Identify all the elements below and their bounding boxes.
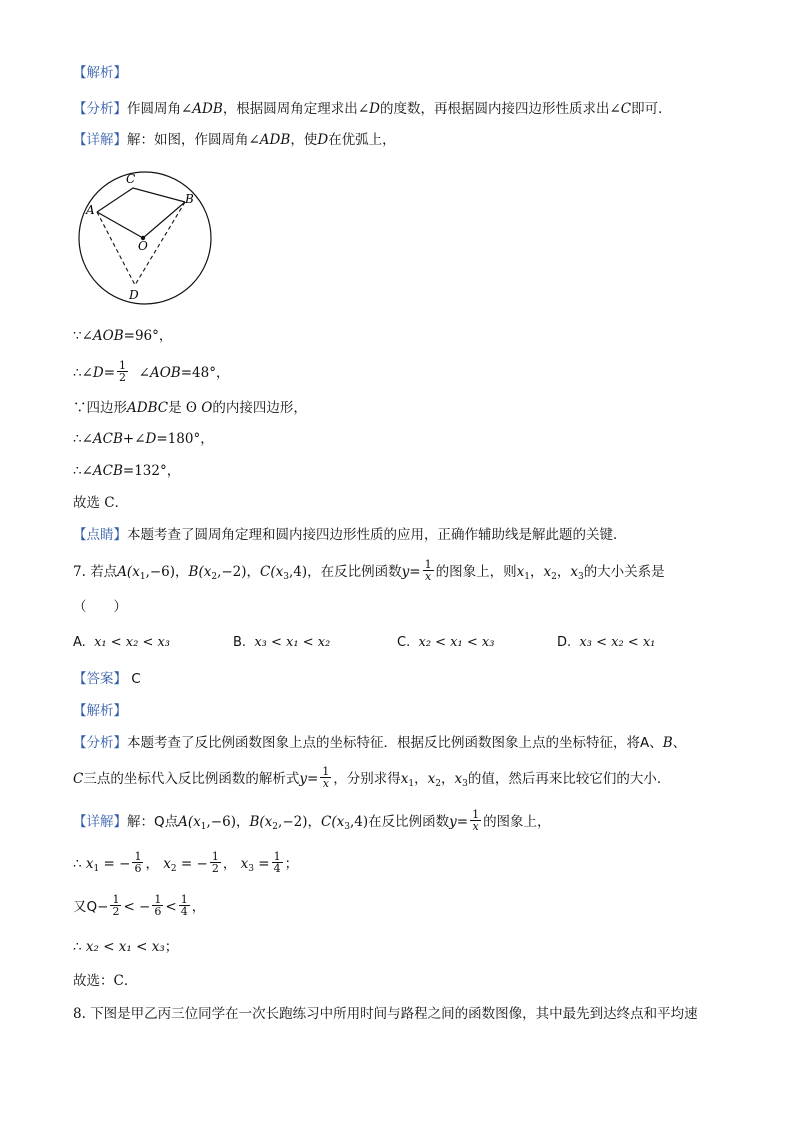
letter-c: C xyxy=(73,771,84,787)
q6-comment-tag: 【点睛】 xyxy=(73,527,127,543)
sub: 3 xyxy=(344,822,350,832)
point-c: C(x xyxy=(260,564,284,580)
choose-c: 故选：C． xyxy=(73,973,138,989)
point-d: D xyxy=(317,132,329,148)
option-expr: x₃ < x₁ < x₂ xyxy=(254,635,331,650)
therefore-symbol: ∴ xyxy=(73,856,82,872)
fraction-1-6 xyxy=(132,851,143,874)
comma: ， xyxy=(246,564,261,580)
q6-detail-tag: 【详解】 xyxy=(73,132,127,148)
point-b: B(x xyxy=(249,814,273,830)
angle-acb: ∠ACB xyxy=(81,431,123,447)
inscribed-text: 的内接四边形， xyxy=(212,400,307,416)
numerator: 1 xyxy=(424,558,432,571)
plus: + xyxy=(122,431,135,447)
because-symbol: Q xyxy=(154,814,165,830)
equals: = xyxy=(103,365,116,381)
point-o: O xyxy=(201,400,213,416)
denominator: x xyxy=(472,820,479,833)
q6-detail-text-2: ，使 xyxy=(290,132,318,148)
value-132: =132°， xyxy=(122,463,181,479)
q6-step-5 xyxy=(73,462,180,480)
q6-analysis-text-2: ，根据圆周角定理求出 xyxy=(222,101,358,117)
semicolon: ； xyxy=(164,939,179,955)
var-x2: x xyxy=(427,771,436,787)
point-a: A(x xyxy=(178,814,201,830)
numerator: 1 xyxy=(134,850,142,863)
q8-stem-text: 下图是甲乙丙三位同学在一次长跑练习中所用时间与路程之间的函数图像，其中最先到达终点和平均速 xyxy=(90,1006,698,1022)
fraction-1-4 xyxy=(272,851,283,874)
numerator: 1 xyxy=(472,808,480,821)
denominator: 4 xyxy=(180,905,188,918)
answer-tag: 【答案】 xyxy=(73,671,127,687)
var-x2: x xyxy=(543,564,552,580)
comma: ， xyxy=(556,564,571,580)
q7-paren xyxy=(73,598,127,616)
option-expr: x₃ < x₂ < x₁ xyxy=(579,635,656,650)
because-symbol: ∵ xyxy=(73,400,87,416)
q8-stem xyxy=(73,1005,698,1023)
label-b: B xyxy=(185,192,194,206)
denominator: 2 xyxy=(112,905,120,918)
var-y: y xyxy=(401,564,410,580)
q7-detail-line-5 xyxy=(73,972,137,990)
denominator: x xyxy=(322,777,329,790)
fraction-half xyxy=(117,360,128,383)
sub: 2 xyxy=(551,572,557,582)
point-a: A(x xyxy=(117,564,140,580)
q7-analysis-heading xyxy=(73,702,127,720)
equals: = xyxy=(456,814,469,830)
denominator: 2 xyxy=(211,862,219,875)
inequality: x₂ < x₁ < x₃ xyxy=(85,939,165,955)
q6-analysis-text-1: 作圆周角 xyxy=(127,101,181,117)
q7-analysis-text-3: ，分别求得 xyxy=(333,771,401,787)
var-x2: x xyxy=(163,856,171,872)
numerator: 1 xyxy=(180,893,188,906)
q6-step-3 xyxy=(73,399,307,417)
var-y: y xyxy=(449,814,457,830)
fraction-1-over-x xyxy=(470,809,481,832)
var-x3: x xyxy=(240,856,249,872)
numerator: 1 xyxy=(154,893,162,906)
option-c[interactable] xyxy=(397,635,494,650)
numerator: 1 xyxy=(112,893,120,906)
q6-analysis-line xyxy=(73,100,672,118)
q7-number: 7. xyxy=(73,564,86,580)
value-48: =48°， xyxy=(180,365,230,381)
analysis-tag: 【解析】 xyxy=(73,65,127,81)
q7-analysis-text-2: 三点的坐标代入反比例函数的解析式 xyxy=(83,771,300,787)
sub: 1 xyxy=(200,822,207,832)
fraction-1-4 xyxy=(179,894,190,917)
angle-d: ∠D xyxy=(357,101,380,117)
var-x1: x xyxy=(400,771,409,787)
option-letter: B. xyxy=(233,635,247,650)
analysis-tag: 【解析】 xyxy=(73,703,127,719)
therefore-symbol: ∴ xyxy=(73,365,82,381)
less-than: < xyxy=(165,899,177,915)
answer-value: C xyxy=(131,671,141,687)
q7-stem-text-2: ，在反比例函数 xyxy=(307,564,402,580)
var-x1: x xyxy=(85,856,94,872)
denominator: x xyxy=(425,570,432,583)
denominator: 2 xyxy=(119,371,127,384)
angle-adb: ∠ADB xyxy=(248,132,291,148)
option-d[interactable] xyxy=(557,635,655,650)
q6-detail-text-3: 在优弧上， xyxy=(328,132,396,148)
comma: ， xyxy=(175,564,189,580)
numerator: 1 xyxy=(273,850,281,863)
var-x1: x xyxy=(516,564,525,580)
q7-detail-text-2: 的图象上， xyxy=(483,814,551,830)
denominator: 6 xyxy=(134,862,142,875)
q7-detail-line-2: ∴ $x_1$ = − $\frac{1}{6}$ ， $x_2$ = − $\frac{1}{2}$ ， $x_3$ = $\frac{1}{4}$ ； xyxy=(73,850,299,875)
q7-analysis-line-2: C三点的坐标代入反比例函数的解析式y= $\frac{1}{x}$ ，分别求得$x_1$，$x_2$，$x_3$的值，然后再来比较它们的大小． xyxy=(73,765,671,790)
because-symbol: ∵ xyxy=(73,328,82,344)
equals: = xyxy=(306,771,319,787)
q6-detail-line xyxy=(73,131,396,149)
angle-acb: ∠ACB xyxy=(81,463,123,479)
option-letter: C. xyxy=(397,635,411,650)
and-text: 又 xyxy=(73,899,87,915)
point-text: 点 xyxy=(164,814,179,830)
sub: 2 xyxy=(435,779,442,789)
comma: ， xyxy=(191,899,206,915)
angle-aob: ∠AOB xyxy=(138,365,181,381)
q6-analysis-tag: 【分析】 xyxy=(73,101,127,117)
q7-stem-text-1: 若点 xyxy=(90,564,118,580)
circle-figure xyxy=(78,168,238,308)
q7-analysis-line-1 xyxy=(73,734,686,752)
q7-detail-text: 在反比例函数 xyxy=(368,814,450,830)
option-expr: x₂ < x₁ < x₃ xyxy=(418,635,495,650)
chord-ac-cb xyxy=(97,188,185,212)
q7-detail-line-4 xyxy=(73,938,178,956)
numerator: 1 xyxy=(119,359,127,372)
var-x3: x xyxy=(454,771,463,787)
label-d: D xyxy=(129,288,139,302)
fraction-1-6 xyxy=(152,894,163,917)
q7-analysis-text: 本题考查了反比例函数图象上点的坐标特征．根据反比例函数图象上点的坐标特征，将 xyxy=(127,735,640,751)
fraction-1-over-x xyxy=(320,766,331,789)
quad-text: 四边形 xyxy=(86,400,127,416)
q7-answer-line xyxy=(73,670,141,688)
point-c-end: ,4) xyxy=(349,814,369,830)
fraction-1-over-x xyxy=(423,559,434,582)
point-a-end: ,−6) xyxy=(206,814,236,830)
q7-detail-line-1: 【详解】解：Q点$A(x_1,-6)$，$B(x_2,-2)$，$C(x_3,4)$在反比例函数y= $\frac{1}{x}$ 的图象上， xyxy=(73,808,551,833)
point-c-end: ,4) xyxy=(289,564,308,580)
circle-symbol: ʘ xyxy=(185,400,197,416)
letter-a: A xyxy=(640,735,650,751)
sub: 3 xyxy=(248,864,254,874)
q6-analysis-text-3: 的度数，再根据圆内接四边形性质求出 xyxy=(379,101,610,117)
sub: 1 xyxy=(93,864,100,874)
q7-analysis-tag: 【分析】 xyxy=(73,735,127,751)
denominator: 4 xyxy=(273,862,281,875)
q8-number: 8. xyxy=(73,1006,86,1022)
point-c: C(x xyxy=(321,814,345,830)
equals-minus: = − xyxy=(103,856,131,872)
option-a[interactable] xyxy=(73,635,170,650)
section-analysis-heading xyxy=(73,64,127,82)
less-than-minus: < − xyxy=(123,899,151,915)
option-expr: x₁ < x₂ < x₃ xyxy=(94,635,171,650)
because-symbol: Q xyxy=(86,899,98,915)
therefore-symbol: ∴ xyxy=(73,463,82,479)
angle-d: ∠D xyxy=(134,431,157,447)
q7-stem-text-3: 的图象上，则 xyxy=(435,564,517,580)
angle-d: ∠D xyxy=(81,365,104,381)
point-b: B(x xyxy=(188,564,212,580)
option-letter: D. xyxy=(557,635,572,650)
var-x3: x xyxy=(570,564,578,580)
letter-b: B xyxy=(662,735,673,751)
equals: = xyxy=(258,856,270,872)
q7-analysis-text-4: 的值，然后再来比较它们的大小． xyxy=(467,771,671,787)
solution-text: 解： xyxy=(127,814,154,830)
denominator: 6 xyxy=(154,905,162,918)
option-b[interactable] xyxy=(233,635,330,650)
point-b-end: ,−2) xyxy=(278,814,308,830)
sub: 3 xyxy=(462,779,468,789)
value-180: =180°， xyxy=(156,431,214,447)
dun: 、 xyxy=(649,735,663,751)
fraction-1-2 xyxy=(210,851,221,874)
sub: 1 xyxy=(408,779,415,789)
q6-step-6 xyxy=(73,494,128,512)
label-o: O xyxy=(138,239,148,253)
radius-ob xyxy=(143,202,185,238)
sub: 3 xyxy=(283,572,289,582)
sub: 2 xyxy=(272,822,279,832)
angle-aob: ∠AOB xyxy=(81,328,124,344)
q7-detail-line-3 xyxy=(73,893,206,919)
sub: 2 xyxy=(170,864,177,874)
comma: ， xyxy=(529,564,544,580)
sub: 3 xyxy=(577,572,584,582)
quad-adbc: ADBC xyxy=(127,400,169,416)
q7-stem-text-4: 的大小关系是 xyxy=(583,564,665,580)
var-y: y xyxy=(299,771,307,787)
equals: = xyxy=(409,564,421,580)
sub: 2 xyxy=(211,572,218,582)
equals-minus: = − xyxy=(180,856,208,872)
fraction-1-2 xyxy=(110,894,121,917)
minus: − xyxy=(97,899,109,915)
therefore-symbol: ∴ xyxy=(73,431,82,447)
q7-detail-tag: 【详解】 xyxy=(73,814,127,830)
numerator: 1 xyxy=(211,850,219,863)
semicolon: ； xyxy=(284,856,299,872)
point-b-end: ,−2) xyxy=(217,564,247,580)
choose-c: 故选 C． xyxy=(73,495,129,511)
angle-adb: ∠ADB xyxy=(181,101,223,117)
q6-detail-text-1: 解：如图，作圆周角 xyxy=(127,132,249,148)
option-letter: A. xyxy=(73,635,86,650)
sub: 1 xyxy=(139,572,146,582)
label-c: C xyxy=(126,172,136,186)
answer-blank: （ ） xyxy=(73,599,127,615)
label-a: A xyxy=(86,203,95,217)
numerator: 1 xyxy=(322,765,330,778)
is-text: 是 xyxy=(168,400,182,416)
value-96: =96°， xyxy=(123,328,173,344)
q6-step-4 xyxy=(73,430,214,448)
q6-comment-text: 本题考查了圆周角定理和圆内接四边形性质的应用，正确作辅助线是解此题的关键． xyxy=(127,527,627,543)
sub: 1 xyxy=(524,572,530,582)
q6-step-1 xyxy=(73,327,172,345)
q7-stem xyxy=(73,558,665,584)
point-a-end: ,−6) xyxy=(145,564,176,580)
therefore-symbol: ∴ xyxy=(73,939,82,955)
q6-comment-line xyxy=(73,526,627,544)
q6-analysis-text-4: 即可． xyxy=(631,101,672,117)
angle-c: ∠C xyxy=(609,101,632,117)
dun: 、 xyxy=(672,735,687,751)
q6-step-2 xyxy=(73,359,230,385)
